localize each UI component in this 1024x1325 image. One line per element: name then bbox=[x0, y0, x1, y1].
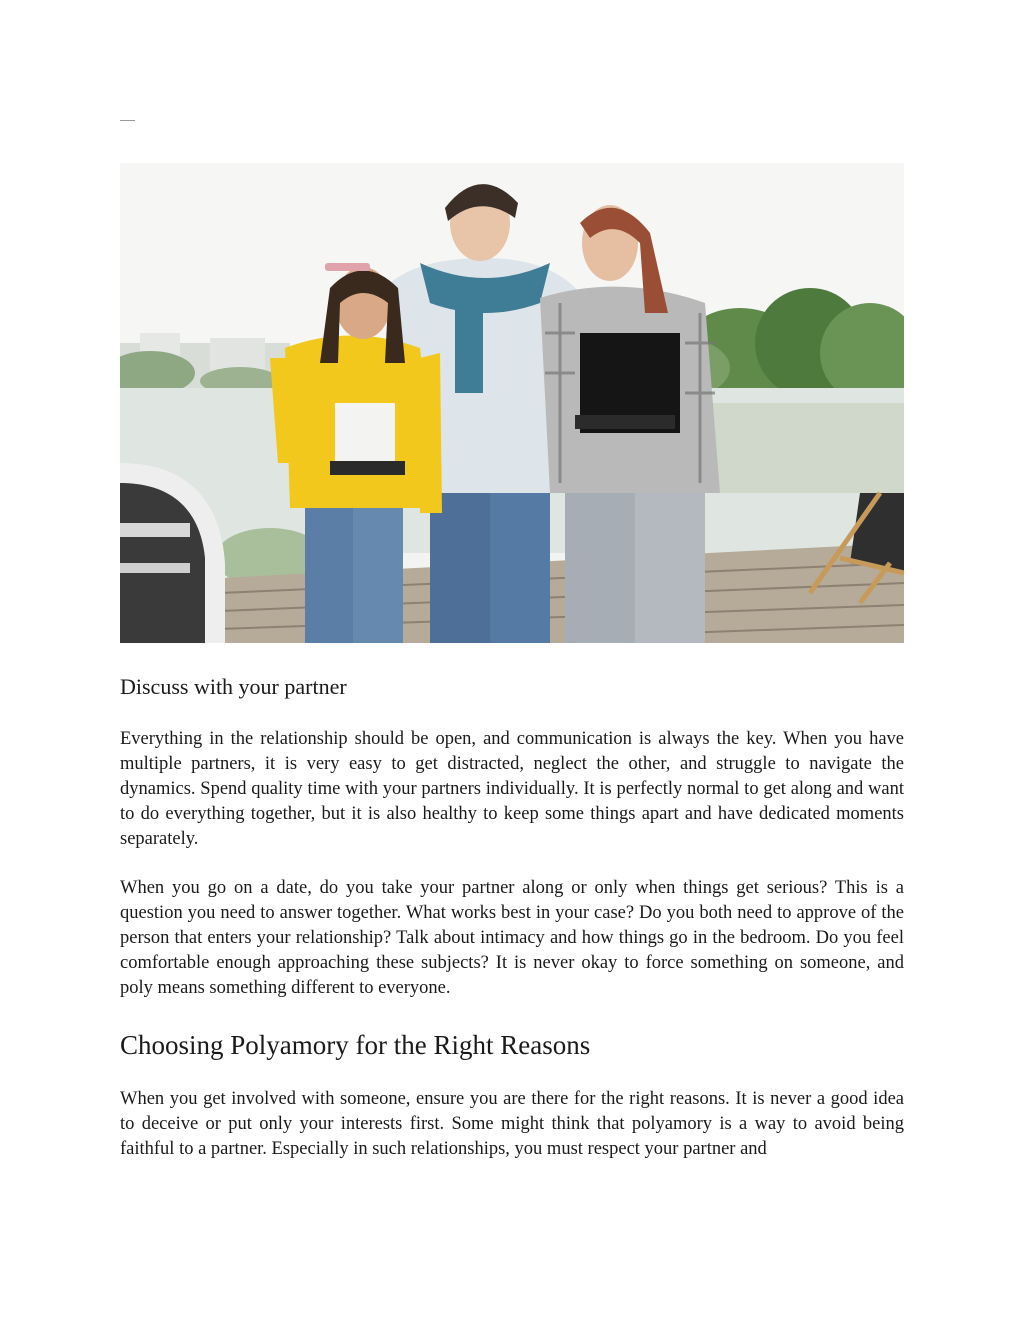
subheading-discuss: Discuss with your partner bbox=[120, 674, 347, 699]
hero-photo bbox=[120, 163, 904, 643]
section-heading: Choosing Polyamory for the Right Reasons bbox=[120, 1030, 591, 1060]
paragraph-dating-questions: When you go on a date, do you take your partner along or only when things get serious? This is a question you need to answer together. What works best in your case? Do you both need to approve of the person that enters your relationship? Talk about intimacy and how things go in the bedroom. Do you feel comfortable enough approaching these subjects? It is never okay to force something on someone, and poly means something different to everyone. bbox=[120, 878, 904, 998]
paragraph-communication: Everything in the relationship should be open, and communication is always the key. When you have multiple partners, it is very easy to get distracted, neglect the other, and struggle to navigate the dynamics. Spend quality time with your partners individually. It is perfectly normal to get along and want to do everything together, but it is also healthy to keep some things apart and have dedicated moments separately. bbox=[120, 729, 904, 849]
paragraph-right-reasons: When you get involved with someone, ensure you are there for the right reasons. It is never a good idea to deceive or put only your interests first. Some might think that polyamory is a way to avoid being faithful to a partner. Especially in such relationships, you must respect your partner and bbox=[120, 1089, 904, 1159]
header-rule bbox=[120, 120, 135, 121]
